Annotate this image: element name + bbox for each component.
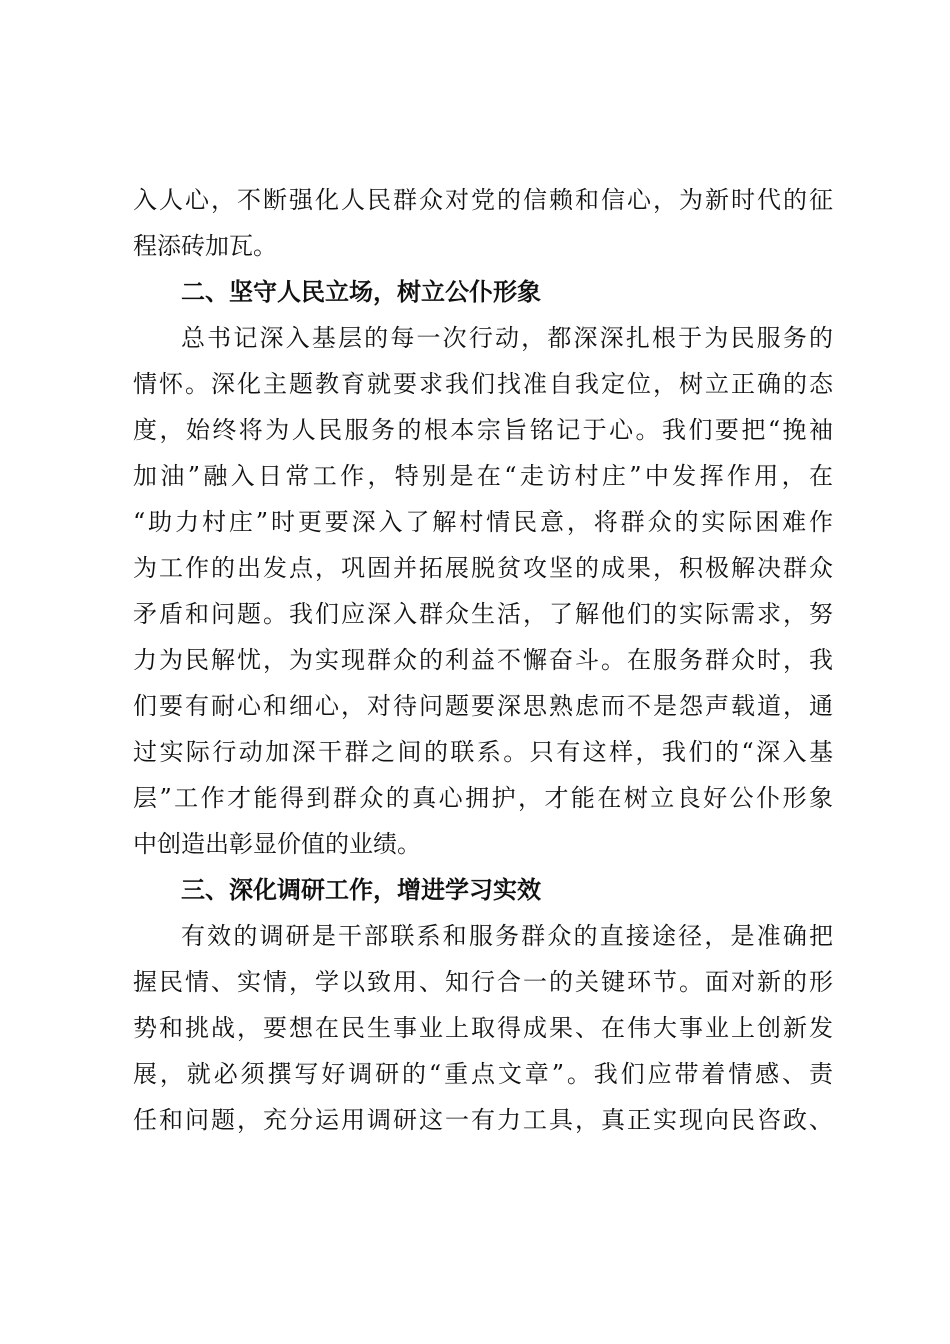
paragraph-line: 势和挑战，要想在民生事业上取得成果、在伟大事业上创新发 [133, 1014, 833, 1042]
paragraph-line: “助力村庄”时更要深入了解村情民意，将群众的实际困难作 [133, 508, 833, 536]
paragraph-line: 中创造出彰显价值的业绩。 [133, 830, 421, 858]
section-heading-3: 三、深化调研工作，增进学习实效 [181, 876, 541, 904]
paragraph-line: 加油”融入日常工作，特别是在“走访村庄”中发挥作用，在 [133, 462, 833, 490]
paragraph-line: 过实际行动加深干群之间的联系。只有这样，我们的“深入基 [133, 738, 833, 766]
paragraph-line: 入人心，不断强化人民群众对党的信赖和信心，为新时代的征 [133, 186, 833, 214]
paragraph-line: 们要有耐心和细心，对待问题要深思熟虑而不是怨声载道，通 [133, 692, 833, 720]
paragraph-line: 有效的调研是干部联系和服务群众的直接途径，是准确把 [181, 922, 833, 950]
paragraph-line: 展，就必须撰写好调研的“重点文章”。我们应带着情感、责 [133, 1060, 833, 1088]
paragraph-line: 握民情、实情，学以致用、知行合一的关键环节。面对新的形 [133, 968, 833, 996]
paragraph-line: 力为民解忧，为实现群众的利益不懈奋斗。在服务群众时，我 [133, 646, 833, 674]
section-heading-2: 二、坚守人民立场，树立公仆形象 [181, 278, 541, 306]
paragraph-line: 情怀。深化主题教育就要求我们找准自我定位，树立正确的态 [133, 370, 833, 398]
paragraph-line: 总书记深入基层的每一次行动，都深深扎根于为民服务的 [181, 324, 833, 352]
paragraph-line: 为工作的出发点，巩固并拓展脱贫攻坚的成果，积极解决群众 [133, 554, 833, 582]
paragraph-line: 任和问题，充分运用调研这一有力工具，真正实现向民咨政、 [133, 1106, 833, 1134]
paragraph-line: 度，始终将为人民服务的根本宗旨铭记于心。我们要把“挽袖 [133, 416, 833, 444]
paragraph-line: 层”工作才能得到群众的真心拥护，才能在树立良好公仆形象 [133, 784, 833, 812]
paragraph-line: 程添砖加瓦。 [133, 232, 277, 260]
paragraph-line: 矛盾和问题。我们应深入群众生活，了解他们的实际需求，努 [133, 600, 833, 628]
